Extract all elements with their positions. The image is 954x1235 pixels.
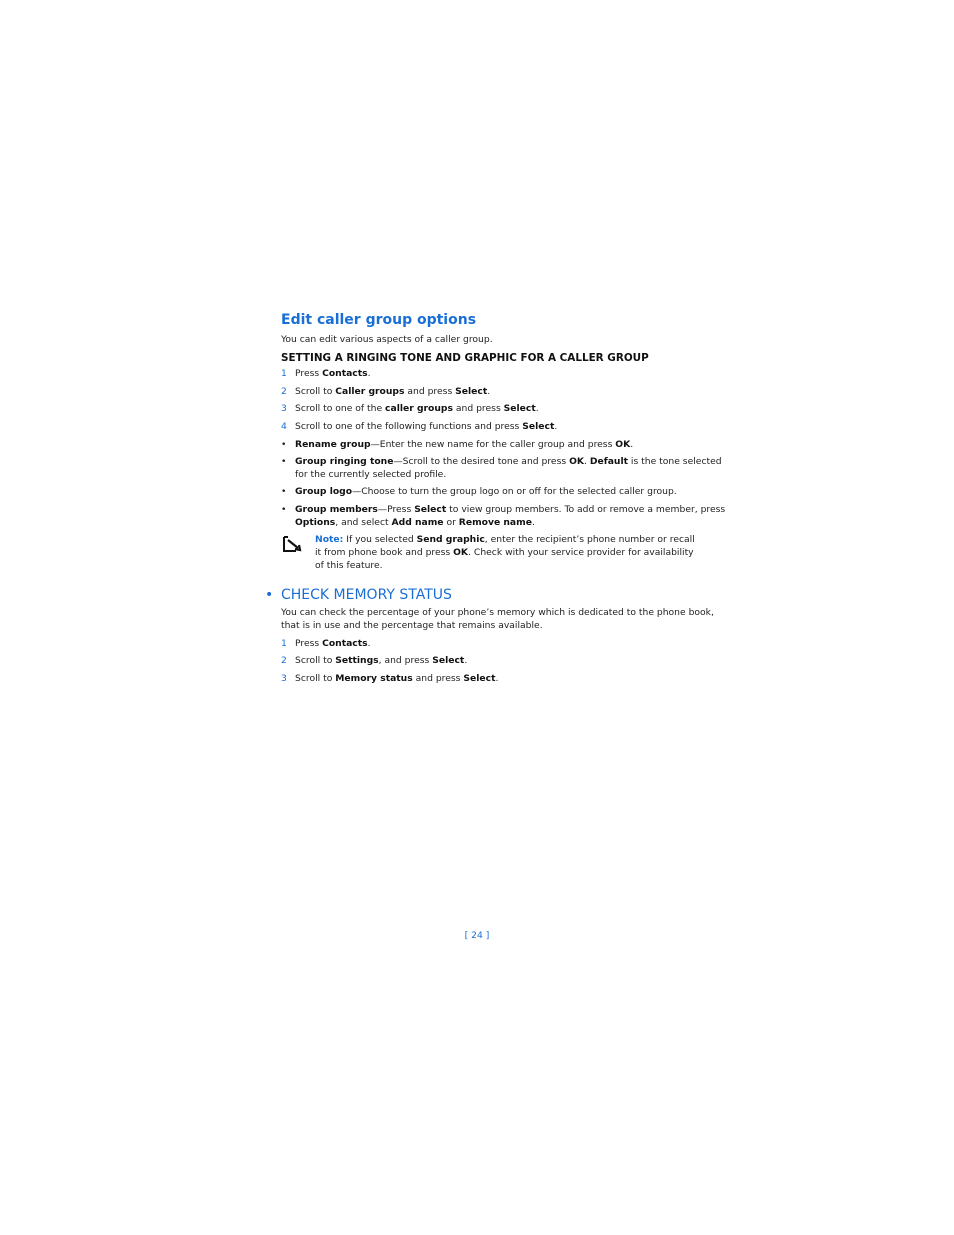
step-2: 2 Scroll to Caller groups and press Select. — [281, 386, 491, 397]
page-number: [ 24 ] — [464, 930, 490, 941]
step-3: 3 Scroll to one of the caller groups and press Select. — [281, 403, 539, 414]
step-1: 1 Press Contacts. — [281, 368, 371, 379]
subheading: SETTING A RINGING TONE AND GRAPHIC FOR A CALLER GROUP — [281, 352, 649, 364]
note-text: Note: If you selected Send graphic, enter the recipient’s phone number or recall it from phone book and press OK. Check with your service provider for availability of this feature. — [315, 534, 695, 571]
memory-step-2: 2 Scroll to Settings, and press Select. — [281, 655, 468, 666]
memory-step-3: 3 Scroll to Memory status and press Select. — [281, 673, 499, 684]
check-memory-heading: • CHECK MEMORY STATUS — [265, 587, 452, 603]
section-title: Edit caller group options — [281, 312, 477, 328]
note-arrow-icon — [283, 536, 305, 552]
memory-intro-line-2: that is in use and the percentage that remains available. — [281, 620, 543, 631]
memory-step-1: 1 Press Contacts. — [281, 638, 371, 649]
step-4: 4 Scroll to one of the following functions and press Select. — [281, 421, 558, 432]
memory-intro-line-1: You can check the percentage of your phone’s memory which is dedicated to the phone book, — [281, 607, 714, 618]
section-intro: You can edit various aspects of a caller group. — [281, 334, 493, 345]
